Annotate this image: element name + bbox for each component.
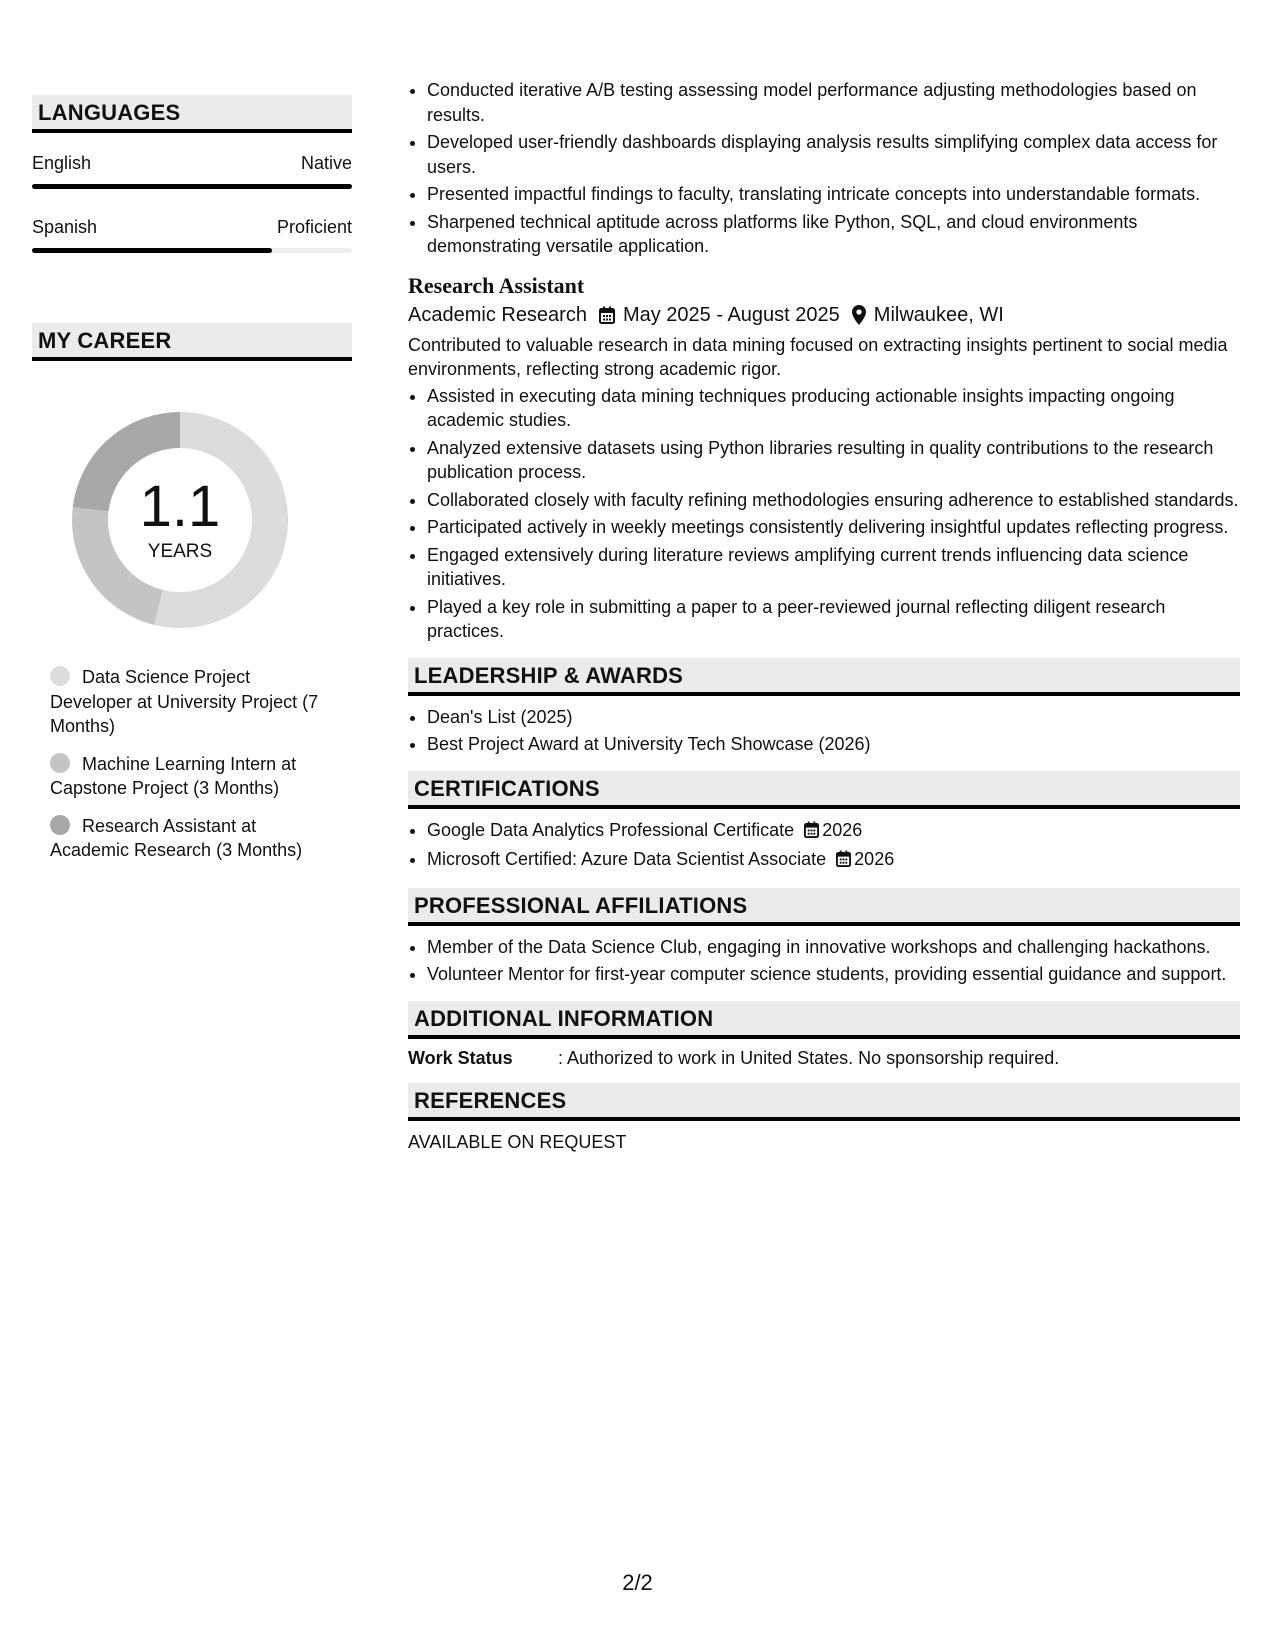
language-item bbox=[32, 217, 352, 253]
leadership-section bbox=[408, 658, 1240, 757]
references-section bbox=[408, 1083, 1240, 1153]
list-item: • Analyzed extensive datasets using Python libraries resulting in quality contributions to the research publication process. bbox=[427, 436, 1240, 485]
list-item: • Sharpened technical aptitude across platforms like Python, SQL, and cloud environments demonstrating versatile application. bbox=[427, 210, 1240, 259]
certification-name: Microsoft Certified: Azure Data Scientist Associate bbox=[427, 849, 827, 869]
list-item: • Conducted iterative A/B testing assessing model performance adjusting methodologies based on results. bbox=[427, 78, 1240, 127]
language-name: English bbox=[32, 153, 92, 173]
affiliations-heading: PROFESSIONAL AFFILIATIONS bbox=[408, 888, 1240, 926]
list-item: • Assisted in executing data mining techniques producing actionable insights impacting ongoing academic studies. bbox=[427, 384, 1240, 433]
job-description: Contributed to valuable research in data mining focused on extracting insights pertinent to social media environments, reflecting strong academic rigor. bbox=[408, 334, 1228, 379]
legend-dot bbox=[50, 815, 70, 835]
language-level-bar bbox=[32, 184, 352, 189]
work-status-row bbox=[408, 1048, 1240, 1069]
career-total-years: 1.1 bbox=[139, 474, 221, 539]
previous-job-bullets bbox=[408, 78, 1240, 259]
location-pin-icon bbox=[852, 305, 866, 325]
legend-text: Data Science Project Developer at University Project (7 Months) bbox=[50, 667, 319, 736]
list-item bbox=[427, 818, 1240, 845]
certification-name: Google Data Analytics Professional Certificate bbox=[427, 819, 795, 840]
list-item: • Presented impactful findings to faculty, translating intricate concepts into understandable formats. bbox=[427, 182, 1240, 207]
affiliations-section bbox=[408, 888, 1240, 987]
language-level: Proficient bbox=[276, 217, 352, 237]
job-bullets bbox=[408, 384, 1240, 644]
language-level-fill bbox=[32, 184, 352, 189]
legend-item bbox=[50, 665, 330, 739]
job-title: Research Assistant bbox=[408, 272, 585, 298]
list-item: • Member of the Data Science Club, engaging in innovative workshops and challenging hackathons. bbox=[427, 935, 1240, 960]
languages-heading: LANGUAGES bbox=[32, 95, 352, 133]
certification-year: 2026 bbox=[822, 819, 863, 840]
calendar-icon bbox=[804, 820, 819, 845]
career-unit: YEARS bbox=[147, 541, 213, 562]
additional-section bbox=[408, 1001, 1240, 1069]
career-heading: MY CAREER bbox=[32, 323, 352, 361]
legend-text: Research Assistant at Academic Research (3 Months) bbox=[50, 815, 303, 860]
language-level-bar bbox=[32, 248, 352, 253]
career-donut-chart bbox=[65, 405, 295, 635]
list-item: • Best Project Award at University Tech Showcase (2026) bbox=[427, 732, 1240, 757]
references-heading: REFERENCES bbox=[408, 1083, 1240, 1121]
legend-text: Machine Learning Intern at Capstone Project (3 Months) bbox=[50, 753, 297, 798]
right-column bbox=[408, 78, 1240, 1153]
language-level-fill bbox=[32, 248, 272, 253]
legend-dot bbox=[50, 753, 70, 773]
legend-item bbox=[50, 814, 330, 863]
certification-year: 2026 bbox=[854, 849, 895, 869]
legend-dot bbox=[50, 666, 70, 686]
page-number: 2/2 bbox=[622, 1570, 653, 1595]
certifications-section bbox=[408, 771, 1240, 874]
certifications-heading: CERTIFICATIONS bbox=[408, 771, 1240, 809]
language-name: Spanish bbox=[32, 217, 98, 237]
list-item: • Engaged extensively during literature reviews amplifying current trends influencing data science initiatives. bbox=[427, 543, 1240, 592]
list-item: • Played a key role in submitting a paper to a peer-reviewed journal reflecting diligent research practices. bbox=[427, 595, 1240, 644]
job-dates: May 2025 - August 2025 bbox=[622, 303, 840, 326]
left-column bbox=[32, 95, 352, 876]
job-company: Academic Research bbox=[408, 303, 587, 326]
legend-item bbox=[50, 752, 330, 801]
list-item: • Volunteer Mentor for first-year computer science students, providing essential guidance and support. bbox=[427, 962, 1240, 987]
leadership-heading: LEADERSHIP & AWARDS bbox=[408, 658, 1240, 696]
donut-center bbox=[65, 405, 295, 635]
list-item: • Collaborated closely with faculty refining methodologies ensuring adherence to established standards. bbox=[427, 488, 1240, 513]
work-status-label: Work Status bbox=[408, 1047, 513, 1068]
calendar-icon bbox=[836, 849, 851, 874]
references-text: AVAILABLE ON REQUEST bbox=[408, 1131, 627, 1152]
list-item: • Participated actively in weekly meetings consistently delivering insightful updates reflecting progress. bbox=[427, 515, 1240, 540]
work-status-value: : Authorized to work in United States. No sponsorship required. bbox=[558, 1047, 1060, 1068]
career-legend bbox=[50, 665, 330, 863]
list-item: • Dean's List (2025) bbox=[427, 705, 1240, 730]
language-item bbox=[32, 153, 352, 189]
language-level: Native bbox=[300, 153, 352, 173]
career-section bbox=[32, 323, 352, 863]
calendar-icon bbox=[599, 306, 615, 324]
job-meta bbox=[408, 304, 1240, 327]
list-item: • Developed user-friendly dashboards displaying analysis results simplifying complex data access for users. bbox=[427, 130, 1240, 179]
list-item bbox=[427, 847, 1240, 874]
additional-heading: ADDITIONAL INFORMATION bbox=[408, 1001, 1240, 1039]
job-location: Milwaukee, WI bbox=[873, 303, 1004, 326]
